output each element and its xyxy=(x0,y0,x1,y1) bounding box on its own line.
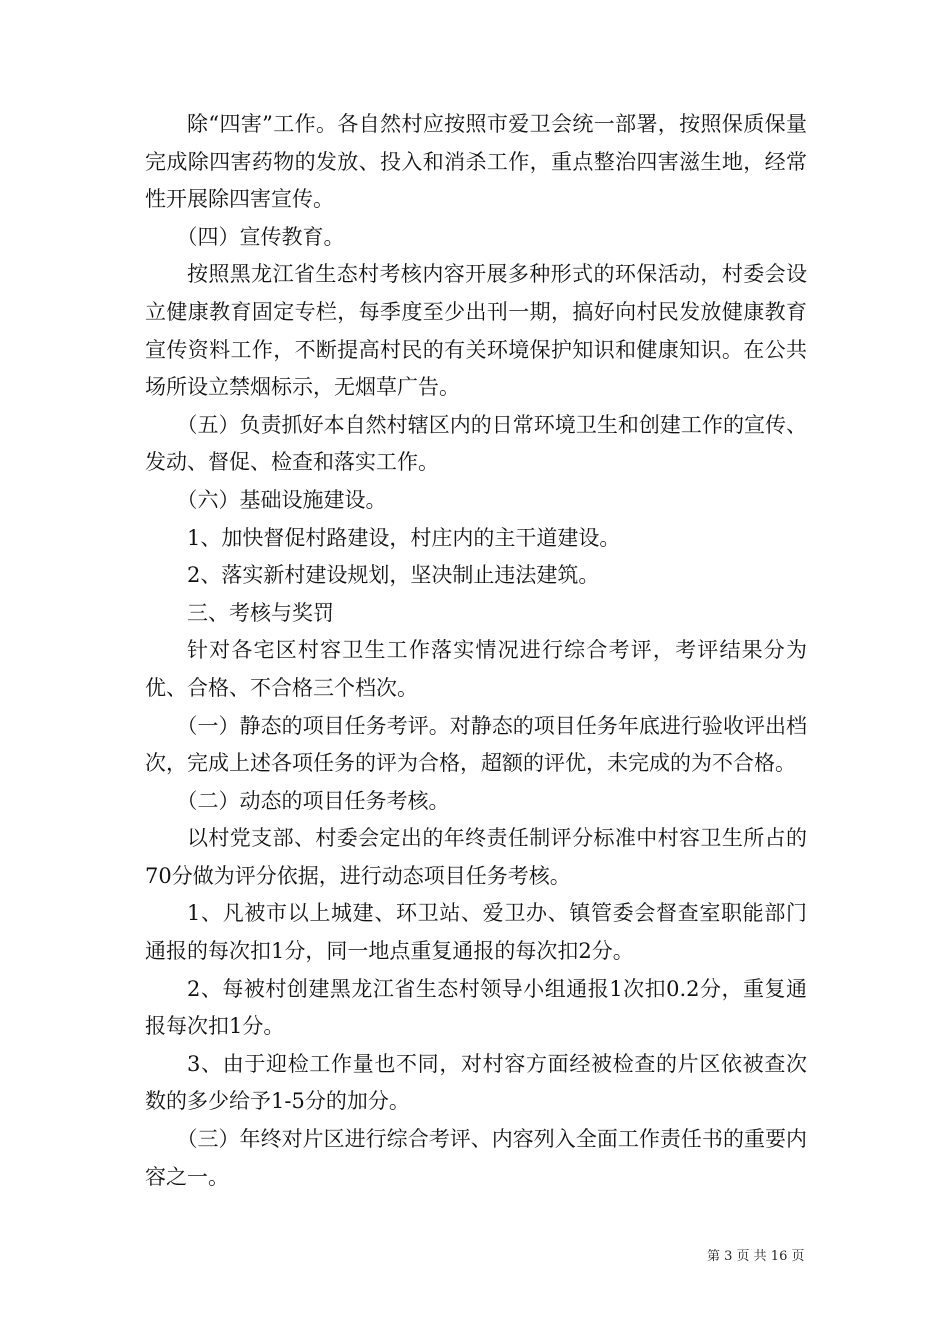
paragraph: （六）基础设施建设。 xyxy=(176,487,387,512)
paragraph: 以村党支部、村委会定出的年终责任制评分标准中村容卫生所占的70分做为评分依据，进行动态项目任务考核。 xyxy=(145,826,807,888)
paragraph: 除“四害”工作。各自然村应按照市爱卫会统一部署，按照保质保量完成除四害药物的发放、投入和消杀工作，重点整治四害滋生地，经常性开展除四害宣传。 xyxy=(145,112,807,212)
paragraph: 1、加快督促村路建设，村庄内的主干道建设。 xyxy=(187,525,621,550)
paragraph: （五）负责抓好本自然村辖区内的日常环境卫生和创建工作的宣传、发动、督促、检查和落实工作。 xyxy=(145,412,807,475)
paragraph: 针对各宅区村容卫生工作落实情况进行综合考评，考评结果分为优、合格、不合格三个档次。 xyxy=(145,638,807,700)
page-footer: 第 3 页 共 16 页 xyxy=(707,1249,805,1264)
paragraph: （四）宣传教育。 xyxy=(176,224,345,249)
paragraph: 2、每被村创建黑龙江省生态村领导小组通报1次扣0.2分，重复通报每次扣1分。 xyxy=(145,976,807,1039)
paragraph: 2、落实新村建设规划，坚决制止违法建筑。 xyxy=(187,563,600,588)
paragraph: （二）动态的项目任务考核。 xyxy=(176,788,450,813)
paragraph: 1、凡被市以上城建、环卫站、爱卫办、镇管委会督查室职能部门通报的每次扣1分，同一地点重复通报的每次扣2分。 xyxy=(145,901,807,964)
paragraph: （一）静态的项目任务考评。对静态的项目任务年底进行验收评出档次，完成上述各项任务的评为合格，超额的评优，未完成的为不合格。 xyxy=(145,713,807,776)
paragraph: （三）年终对片区进行综合考评、内容列入全面工作责任书的重要内容之一。 xyxy=(145,1127,807,1189)
paragraph: 三、考核与奖罚 xyxy=(187,600,334,625)
paragraph: 3、由于迎检工作量也不同，对村容方面经被检查的片区依被查次数的多少给予1-5分的加分。 xyxy=(145,1051,807,1114)
document-body xyxy=(145,106,807,1196)
paragraph: 按照黑龙江省生态村考核内容开展多种形式的环保活动，村委会设立健康教育固定专栏，每季度至少出刊一期，搞好向村民发放健康教育宣传资料工作，不断提高村民的有关环境保护知识和健康知识。在公共场所设立禁烟标示，无烟草广告。 xyxy=(145,262,807,400)
